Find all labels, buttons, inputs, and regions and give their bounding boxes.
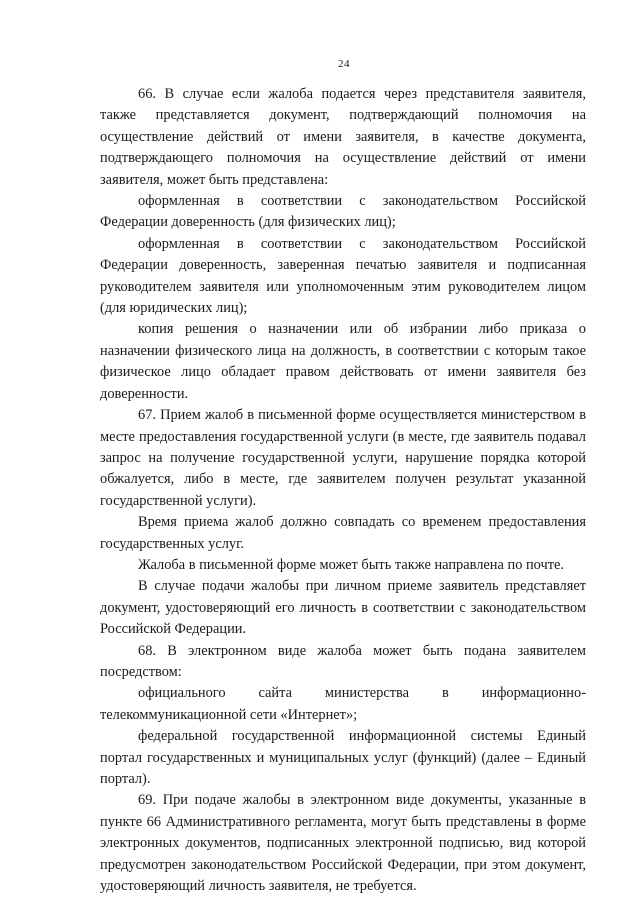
paragraph-68-intro: 68. В электронном виде жалоба может быть подана заявителем посредством: <box>100 642 586 680</box>
paragraph-67: 67. Прием жалоб в письменной форме осуществляется министерством в месте предоставления государственной услуги (в месте, где заявитель подавал запрос на получение государственной услуги, нарушение порядка которой обжалуется, либо в месте, где заявителем получен результат указанной государственной услуги). <box>100 407 586 509</box>
paragraph-reception-time: Время приема жалоб должно совпадать со временем предоставления государственных услуг. <box>100 514 586 552</box>
list-item-official-website: официального сайта министерства в информационно-телекоммуникационной сети «Интернет»; <box>100 685 586 723</box>
list-item-unified-portal: федеральной государственной информационной системы Единый портал государственных и муниципальных услуг (функций) (далее – Единый портал). <box>100 728 586 787</box>
list-item-appointment-decision: копия решения о назначении или об избрании либо приказа о назначении физического лица на должность, в соответствии с которым такое физическое лицо обладает правом действовать от имени заявителя без доверенности. <box>100 321 586 402</box>
paragraph-69: 69. При подаче жалобы в электронном виде документы, указанные в пункте 66 Административного регламента, могут быть представлены в форме электронных документов, подписанных электронной подписью, вид которой предусмотрен законодательством Российской Федерации, при этом документ, удостоверяющий личность заявителя, не требуется. <box>100 792 586 895</box>
list-item-power-of-attorney-individuals: оформленная в соответствии с законодательством Российской Федерации доверенность (для физических лиц); <box>100 193 586 231</box>
paragraph-personal-reception: В случае подачи жалобы при личном приеме заявитель представляет документ, удостоверяющий его личность в соответствии с законодательством Российской Федерации. <box>100 578 586 638</box>
paragraph-66-intro: 66. В случае если жалоба подается через представителя заявителя, также представляется документ, подтверждающий полномочия на осуществление действий от имени заявителя, в качестве документа, подтверждающего полномочия на осуществление действий от имени заявителя, может быть представлена: <box>100 86 586 188</box>
page-number: 24 <box>338 58 350 70</box>
document-body <box>100 84 586 897</box>
paragraph-mail-submission: Жалоба в письменной форме может быть также направлена по почте. <box>138 556 565 573</box>
list-item-power-of-attorney-legal-entities: оформленная в соответствии с законодательством Российской Федерации доверенность, заверенная печатью заявителя и подписанная руководителем заявителя или уполномоченным этим руководителем лицом (для юридических лиц); <box>100 235 586 317</box>
